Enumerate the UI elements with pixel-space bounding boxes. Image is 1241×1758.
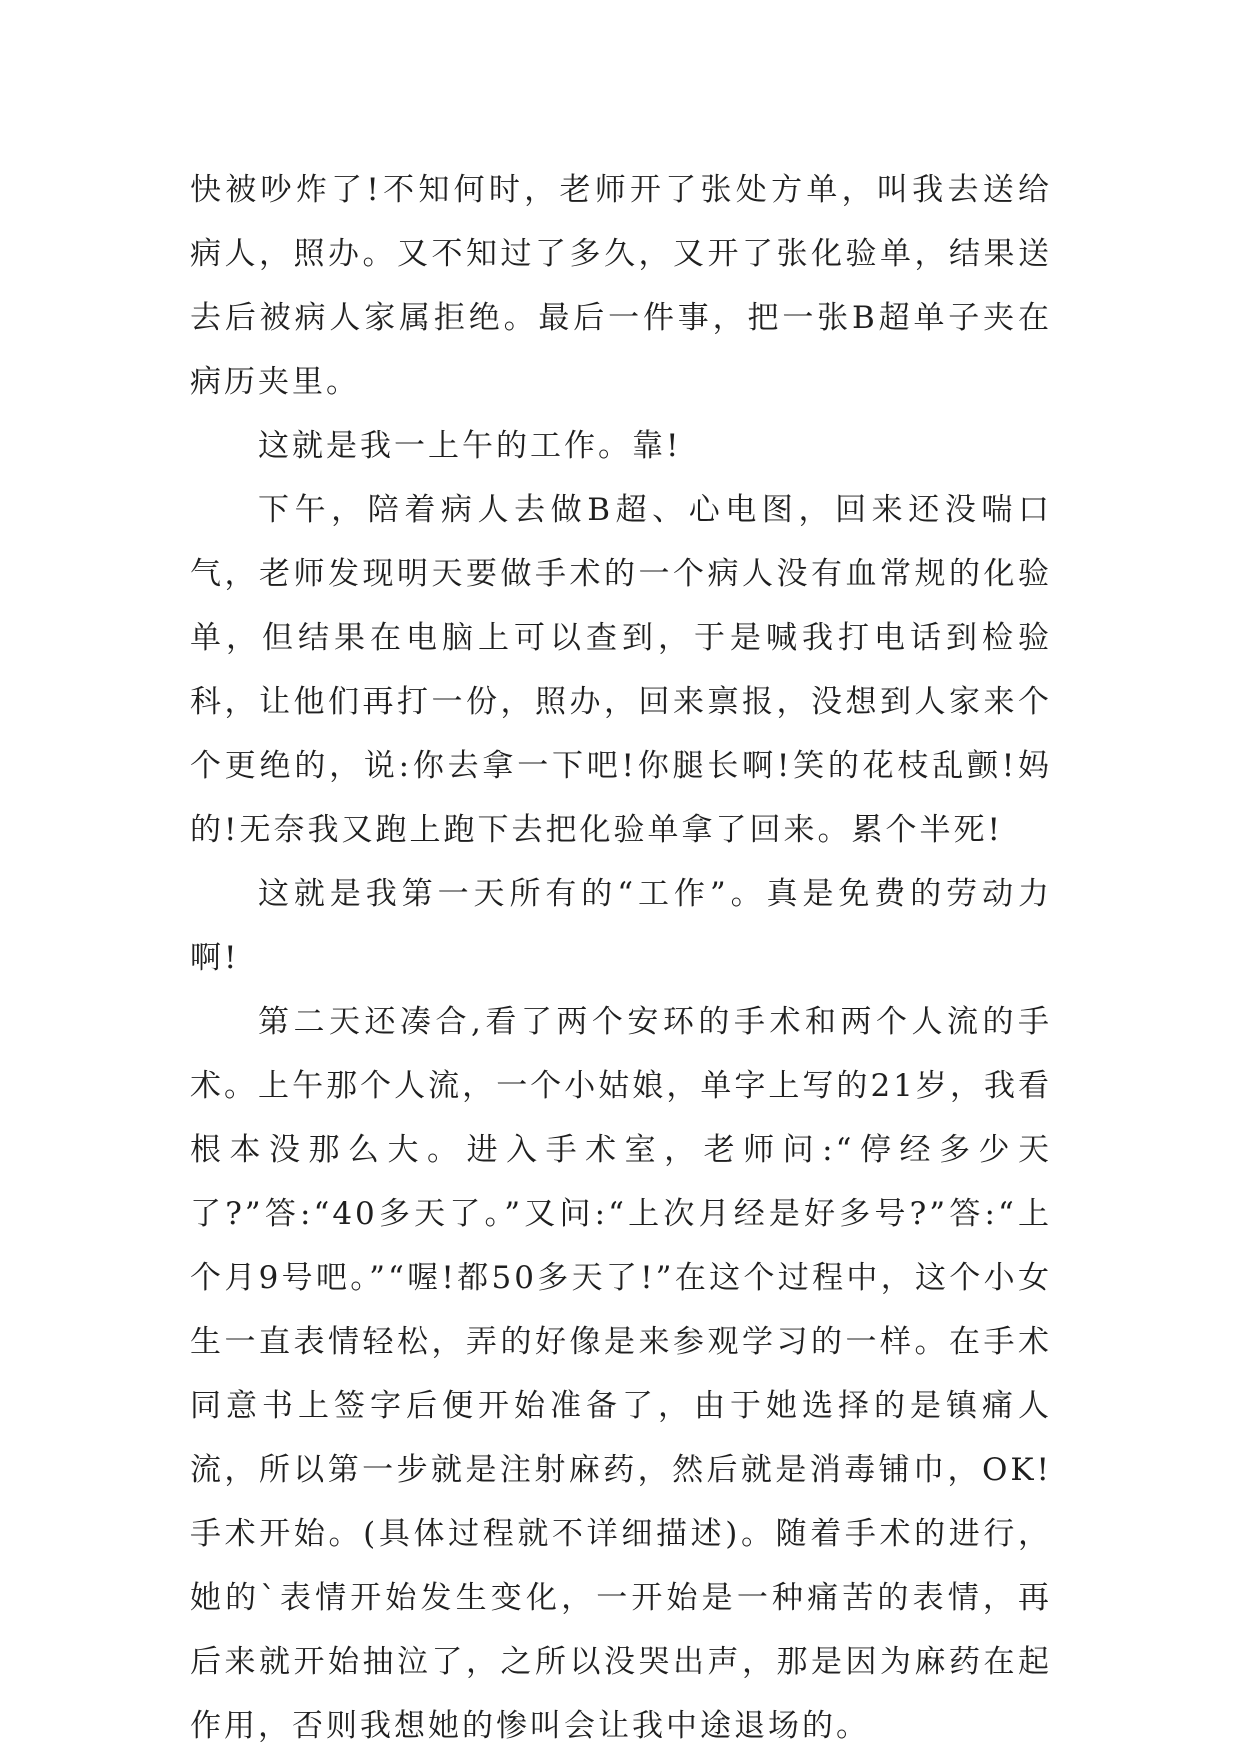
- paragraph-1: 快被吵炸了!不知何时，老师开了张处方单，叫我去送给病人，照办。又不知过了多久，又开了张化验单，结果送去后被病人家属拒绝。最后一件事，把一张B超单子夹在病历夹里。: [190, 172, 1052, 400]
- paragraph-2: 这就是我一上午的工作。靠!: [258, 428, 682, 464]
- paragraph-5: 第二天还凑合,看了两个安环的手术和两个人流的手术。上午那个人流，一个小姑娘，单字上写的21岁，我看根本没那么大。进入手术室，老师问:“停经多少天了?”答:“40多天了。”又问:“上次月经是好多号?”答:“上个月9号吧。”“喔!都50多天了!”在这个过程中，这个小女生一直表情轻松，弄的好像是来参观学习的一样。在手术同意书上签字后便开始准备了，由于她选择的是镇痛人流，所以第一步就是注射麻药，然后就是消毒铺巾，OK!手术开始。(具体过程就不详细描述)。随着手术的进行，她的`表情开始发生变化，一开始是一种痛苦的表情，再后来就开始抽泣了，之所以没哭出声，那是因为麻药在起作用，否则我想她的惨叫会让我中途退场的。: [190, 1004, 1052, 1744]
- paragraph-4: 这就是我第一天所有的“工作”。真是免费的劳动力啊!: [190, 876, 1052, 976]
- document-body: [190, 158, 1052, 1758]
- paragraph-3: 下午，陪着病人去做B超、心电图，回来还没喘口气，老师发现明天要做手术的一个病人没有血常规的化验单，但结果在电脑上可以查到，于是喊我打电话到检验科，让他们再打一份，照办，回来禀报，没想到人家来个个更绝的，说:你去拿一下吧!你腿长啊!笑的花枝乱颤!妈的!无奈我又跑上跑下去把化验单拿了回来。累个半死!: [190, 492, 1052, 848]
